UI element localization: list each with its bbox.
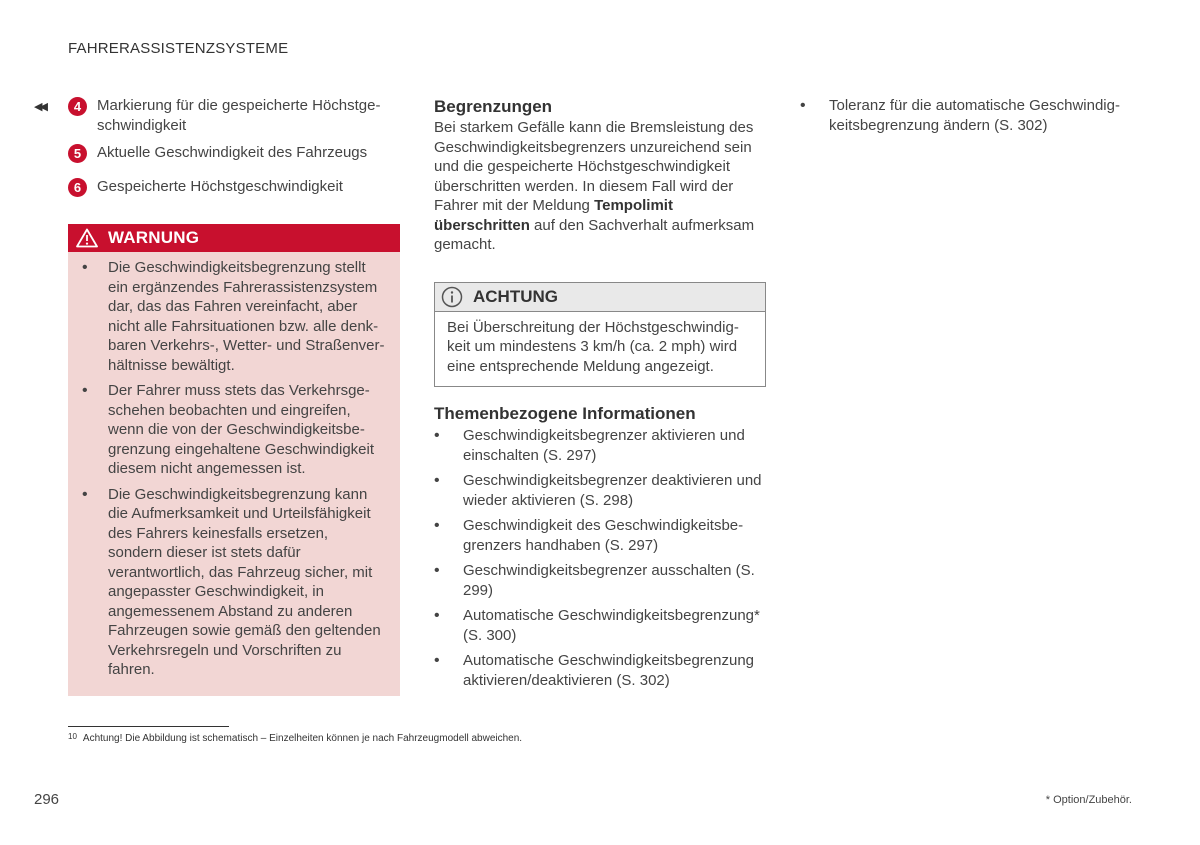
limits-heading: Begrenzungen: [434, 97, 553, 116]
note-label: ACHTUNG: [473, 286, 558, 306]
column-right: [800, 96, 1140, 141]
section-header: FAHRERASSISTENZSYSTEME: [68, 40, 289, 57]
numbered-item-4: [68, 96, 400, 135]
warning-item: • Die Geschwindigkeitsbegrenzung stellt ein ergänzendes Fahrerassistenzsystem dar, das das Fahren vereinfacht, aber nicht alle Fahrsituationen bzw. alle denkbaren Verkehrs-, Wetter- und Straßenverhältnisse bewältigt.: [82, 258, 386, 375]
limits-text-part-a: Bei starkem Gefälle kann die Bremsleistung des Geschwindigkeitsbegrenzers unzureichend sein und die gespeicherte Höchstgeschwindigkeit überschritten werden. In diesem Fall wird der Fahrer mit der Meldung: [434, 119, 754, 214]
note-text: Bei Überschreitung der Höchstgeschwindigkeit um mindestens 3 km/h (ca. 2 mph) wird eine entsprechende Meldung angezeigt.: [447, 318, 739, 375]
message-name-bold: Tempolimit überschritten: [434, 197, 673, 234]
warning-triangle-icon: [76, 228, 98, 248]
warning-box: [68, 224, 400, 696]
related-link[interactable]: • Automatische Geschwindigkeitsbegrenzung* (S. 300): [434, 606, 766, 645]
related-link[interactable]: • Geschwindigkeit des Geschwindigkeitsbegrenzers handhaben (S. 297): [434, 516, 766, 555]
column-left: [68, 96, 400, 696]
footnote-text: Achtung! Die Abbildung ist schematisch – Einzelheiten können je nach Fahrzeugmodell abweichen.: [82, 733, 523, 744]
callout-number-badge: 4: [68, 97, 87, 116]
warning-label: WARNUNG: [108, 228, 200, 247]
related-link[interactable]: • Automatische Geschwindigkeitsbegrenzung aktivieren/deaktivieren (S. 302): [434, 651, 766, 690]
info-icon: [441, 286, 463, 308]
footnote: [68, 732, 522, 744]
page-number: 296: [34, 791, 60, 808]
numbered-item-text: Gespeicherte Höchstgeschwindigkeit: [97, 177, 343, 195]
limits-paragraph: [434, 118, 766, 255]
note-header: [435, 283, 765, 312]
column-middle: [434, 96, 766, 696]
note-box: [434, 282, 766, 388]
warning-item: • Der Fahrer muss stets das Verkehrsgeschehen beobachten und eingreifen, wenn die von der Geschwindigkeitsbegrenzung eingehaltene Geschwindigkeit diesem nicht angemessen ist.: [82, 381, 386, 479]
previous-page-arrow-icon[interactable]: ◀◀: [34, 101, 45, 113]
related-info-heading: Themenbezogene Informationen: [434, 404, 696, 423]
related-link[interactable]: • Geschwindigkeitsbegrenzer aktivieren und einschalten (S. 297): [434, 426, 766, 465]
warning-header: [68, 224, 400, 252]
numbered-item-text: Aktuelle Geschwindigkeit des Fahrzeugs: [97, 144, 368, 161]
numbered-item-text: Markierung für die gespeicherte Höchstgeschwindigkeit: [97, 97, 381, 134]
warning-list: [68, 252, 400, 680]
numbered-item-6: [68, 177, 400, 197]
callout-number-badge: 5: [68, 144, 87, 163]
related-link[interactable]: • Geschwindigkeitsbegrenzer deaktivieren und wieder aktivieren (S. 298): [434, 471, 766, 510]
related-link[interactable]: • Geschwindigkeitsbegrenzer ausschalten (S. 299): [434, 561, 766, 600]
numbered-item-5: [68, 143, 400, 163]
warning-item: • Die Geschwindigkeitsbegrenzung kann die Aufmerksamkeit und Urteilsfähigkeit des Fahrers keinesfalls ersetzen, sondern dieser ist stets dafür verantwortlich, das Fahrzeug sicher, mit angepasster Geschwindigkeit, in angemessenem Abstand zu anderen Fahrzeugen sowie gemäß den geltenden Verkehrsregeln und Vorschriften zu fahren.: [82, 485, 386, 680]
footnote-divider: [68, 726, 229, 727]
footnote-number: 10: [68, 732, 77, 741]
related-links-list: [434, 426, 766, 690]
limits-text-part-b: auf den Sachverhalt aufmerksam gemacht.: [434, 216, 755, 253]
callout-number-badge: 6: [68, 178, 87, 197]
option-note: * Option/Zubehör.: [1045, 794, 1132, 806]
related-link[interactable]: • Toleranz für die automatische Geschwindigkeitsbegrenzung ändern (S. 302): [800, 96, 1140, 135]
